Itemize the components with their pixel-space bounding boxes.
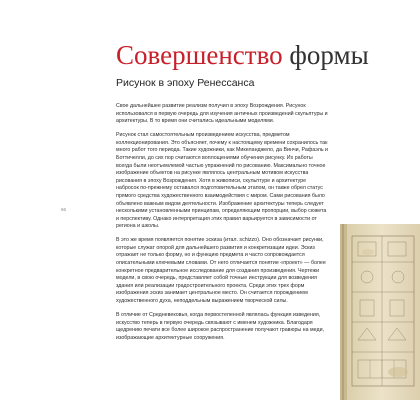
architectural-scroll-figure — [338, 222, 420, 402]
title-word-dark: формы — [282, 40, 369, 70]
page-number: 66 — [61, 207, 67, 212]
page-title — [116, 40, 369, 70]
paragraph-4: В отличие от Средневековья, когда первостепенной являлась функция изведения, искусство теперь в первую очередь связывают с именем художника. Благодаря щедрению печати все более широкое распространение получают гравюры на меди, изображающие архитектурные сооружения. — [116, 312, 325, 341]
paragraph-2: Рисунок стал самостоятельным произведением искусства, предметом коллекционирования. Это объясняет, почему к настоящему времени сохранилось так много работ того периода. Такие художники, как Микеланджело, да Винчи, Рафаэль и Боттичелли, до сих пор считаются воплощениями обучения рисунку. Их работы всегда были неотъемлемой частью упражнений по рисованию. Максимально точное изображение объектов на рисунке являлось центральным мотивом искусства рисования в эпоху Возрождения. Хотя в живописи, скульптуре и архитектуре набросок по-прежнему оставался подготовительным этапом, он также обрел статус прямого средства художественного взаимодействия с миром. Сами рисования было объявлено важным видом деятельности. Изображение архитектуры теперь следует несколькими установленными принципам, определяющим пропорции, выбор сюжета и перспективу. Однако интерпретация этих правил варьируется в зависимости от региона и школы. — [116, 132, 329, 230]
paragraph-3: В это же время появляется понятие эскиза (итал. schizzo). Оно обозначает рисунки, которые служат опорой для дальнейшего развития и конкретизации идеи. Эскиз отражает не только форму, но и функцию предмета и часто сопровождается описательными ключевыми словами. От него отличается понятие «проект» — более конкретное предварительное исследование для создания произведения. Чертежи модели, в свою очередь, представляет собой точные инструкции для возведения здания или реализации градостроительного проекта. Среди этих трех форм изображения эскиз занимает центральное место. Он считается порождением художественного духа, неподдельным выражением творческой силы. — [116, 237, 326, 305]
body-text — [116, 103, 328, 349]
architectural-scroll-drawing-icon — [338, 222, 420, 402]
paragraph-1: Свое дальнейшее развитие реализм получил в эпоху Возрождения. Рисунок использовался в первую очередь для изучения античных произведений скульптуры и архитектуры. В то время они считались идеальными моделями. — [116, 103, 328, 125]
page-subtitle: Рисунок в эпоху Ренессанса — [116, 77, 255, 89]
title-word-red: Совершенство — [116, 40, 283, 70]
